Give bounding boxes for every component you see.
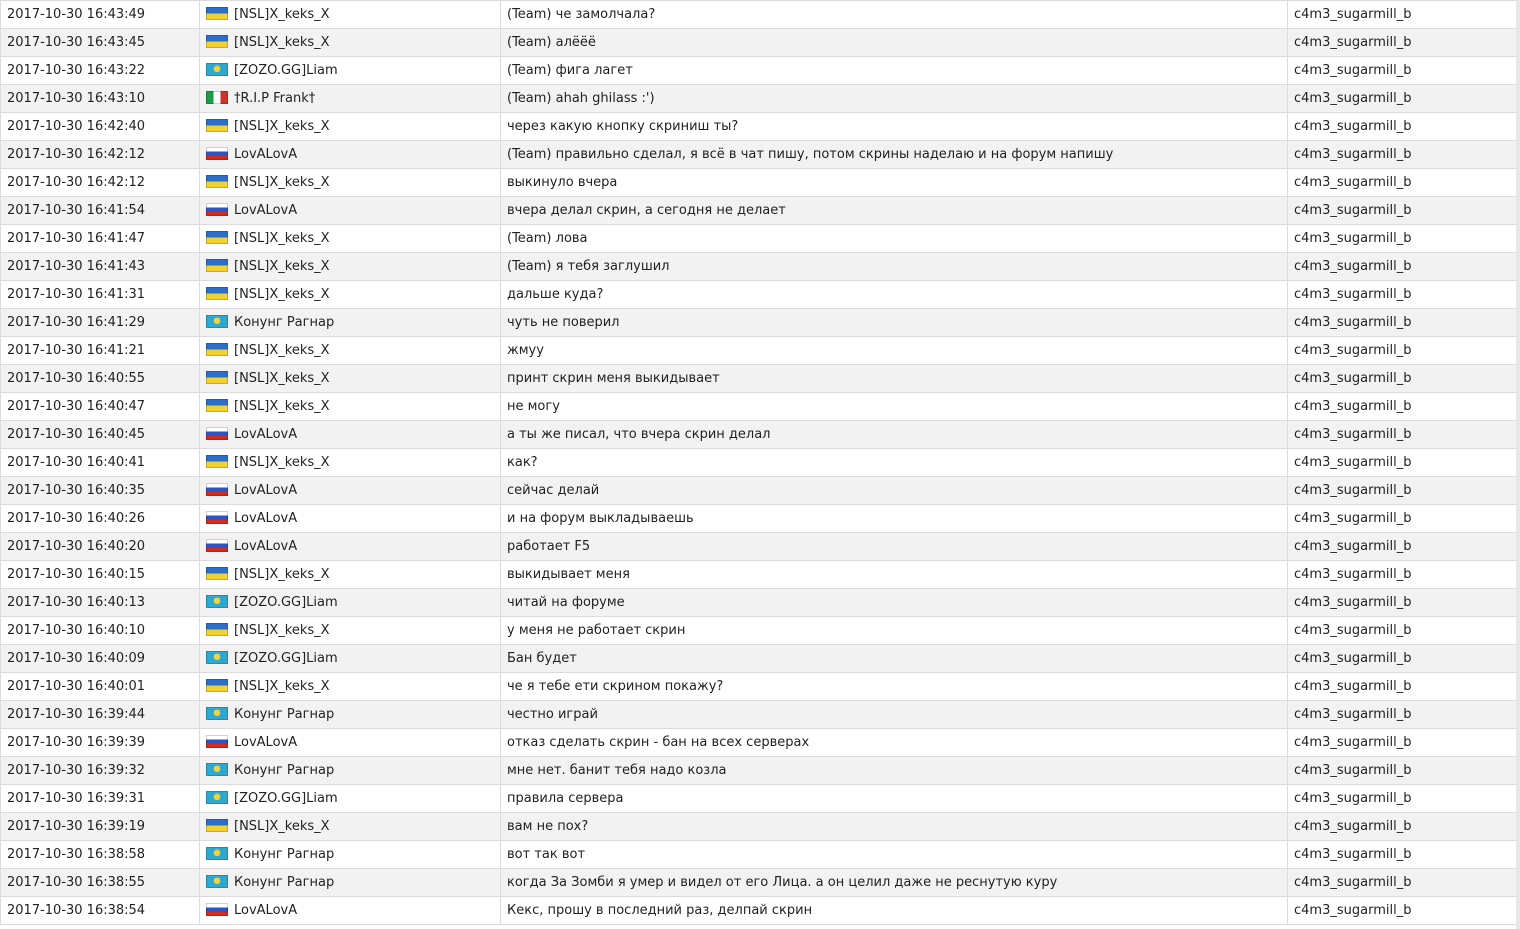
table-row [1,141,1517,169]
player-name-link[interactable]: LovALovA [234,903,298,918]
timestamp-cell: 2017-10-30 16:41:54 [1,197,200,225]
table-row [1,421,1517,449]
table-row [1,841,1517,869]
table-row [1,673,1517,701]
player-cell [200,253,501,281]
russia-flag-icon [206,511,228,524]
message-cell: правила сервера [501,785,1288,813]
player-cell [200,477,501,505]
map-cell: c4m3_sugarmill_b [1288,869,1517,897]
timestamp-cell: 2017-10-30 16:40:09 [1,645,200,673]
table-row [1,169,1517,197]
map-cell: c4m3_sugarmill_b [1288,533,1517,561]
kazakhstan-flag-icon [206,875,228,888]
timestamp-cell: 2017-10-30 16:41:29 [1,309,200,337]
ukraine-flag-icon [206,455,228,468]
map-cell: c4m3_sugarmill_b [1288,393,1517,421]
player-name-link[interactable]: LovALovA [234,511,298,526]
timestamp-cell: 2017-10-30 16:39:44 [1,701,200,729]
map-cell: c4m3_sugarmill_b [1288,57,1517,85]
message-cell: чуть не поверил [501,309,1288,337]
message-cell: а ты же писал, что вчера скрин делал [501,421,1288,449]
player-cell [200,393,501,421]
player-name-link[interactable]: [ZOZO.GG]Liam [234,595,338,610]
message-cell: (Team) алёёё [501,29,1288,57]
player-cell [200,617,501,645]
map-cell: c4m3_sugarmill_b [1288,505,1517,533]
player-cell [200,729,501,757]
player-name-link[interactable]: [NSL]X_keks_X [234,819,330,834]
table-row [1,253,1517,281]
message-cell: когда За Зомби я умер и видел от его Лица. а он целил даже не реснутую куру [501,869,1288,897]
player-cell [200,421,501,449]
message-cell: (Team) фига лагет [501,57,1288,85]
player-name-link[interactable]: Конунг Рагнар [234,707,335,722]
map-cell: c4m3_sugarmill_b [1288,449,1517,477]
kazakhstan-flag-icon [206,63,228,76]
timestamp-cell: 2017-10-30 16:42:12 [1,169,200,197]
map-cell: c4m3_sugarmill_b [1288,281,1517,309]
timestamp-cell: 2017-10-30 16:40:13 [1,589,200,617]
map-cell: c4m3_sugarmill_b [1288,673,1517,701]
timestamp-cell: 2017-10-30 16:41:31 [1,281,200,309]
timestamp-cell: 2017-10-30 16:40:55 [1,365,200,393]
player-name-link[interactable]: [NSL]X_keks_X [234,175,330,190]
kazakhstan-flag-icon [206,707,228,720]
player-cell [200,281,501,309]
timestamp-cell: 2017-10-30 16:43:45 [1,29,200,57]
player-name-link[interactable]: [ZOZO.GG]Liam [234,791,338,806]
chat-log-body [1,1,1517,925]
ukraine-flag-icon [206,231,228,244]
timestamp-cell: 2017-10-30 16:40:47 [1,393,200,421]
timestamp-cell: 2017-10-30 16:40:15 [1,561,200,589]
russia-flag-icon [206,483,228,496]
message-cell: выкидывает меня [501,561,1288,589]
timestamp-cell: 2017-10-30 16:41:43 [1,253,200,281]
timestamp-cell: 2017-10-30 16:39:19 [1,813,200,841]
player-name-link[interactable]: [NSL]X_keks_X [234,343,330,358]
player-name-link[interactable]: [NSL]X_keks_X [234,259,330,274]
timestamp-cell: 2017-10-30 16:43:49 [1,1,200,29]
map-cell: c4m3_sugarmill_b [1288,645,1517,673]
kazakhstan-flag-icon [206,595,228,608]
ukraine-flag-icon [206,287,228,300]
kazakhstan-flag-icon [206,315,228,328]
table-row [1,113,1517,141]
table-row [1,813,1517,841]
player-cell [200,85,501,113]
ukraine-flag-icon [206,679,228,692]
ukraine-flag-icon [206,819,228,832]
table-row [1,785,1517,813]
kazakhstan-flag-icon [206,651,228,664]
message-cell: сейчас делай [501,477,1288,505]
map-cell: c4m3_sugarmill_b [1288,785,1517,813]
player-cell [200,869,501,897]
timestamp-cell: 2017-10-30 16:40:20 [1,533,200,561]
message-cell: работает F5 [501,533,1288,561]
player-name-link[interactable]: [NSL]X_keks_X [234,455,330,470]
message-cell: у меня не работает скрин [501,617,1288,645]
russia-flag-icon [206,903,228,916]
player-name-link[interactable]: LovALovA [234,203,298,218]
table-row [1,701,1517,729]
message-cell: принт скрин меня выкидывает [501,365,1288,393]
player-name-link[interactable]: Конунг Рагнар [234,875,335,890]
timestamp-cell: 2017-10-30 16:40:41 [1,449,200,477]
player-cell [200,645,501,673]
player-name-link[interactable]: †R.I.P Frank† [234,91,316,106]
russia-flag-icon [206,427,228,440]
message-cell: отказ сделать скрин - бан на всех серверах [501,729,1288,757]
timestamp-cell: 2017-10-30 16:41:47 [1,225,200,253]
table-row [1,393,1517,421]
table-row [1,505,1517,533]
timestamp-cell: 2017-10-30 16:43:10 [1,85,200,113]
ukraine-flag-icon [206,35,228,48]
ukraine-flag-icon [206,7,228,20]
player-cell [200,785,501,813]
map-cell: c4m3_sugarmill_b [1288,617,1517,645]
ukraine-flag-icon [206,399,228,412]
player-cell [200,309,501,337]
message-cell: вот так вот [501,841,1288,869]
message-cell: как? [501,449,1288,477]
player-cell [200,561,501,589]
message-cell: Кекс, прошу в последний раз, делпай скрин [501,897,1288,925]
player-name-link[interactable]: [NSL]X_keks_X [234,287,330,302]
table-row [1,281,1517,309]
player-cell [200,29,501,57]
kazakhstan-flag-icon [206,847,228,860]
map-cell: c4m3_sugarmill_b [1288,589,1517,617]
message-cell: жмуу [501,337,1288,365]
table-row [1,757,1517,785]
player-cell [200,57,501,85]
map-cell: c4m3_sugarmill_b [1288,29,1517,57]
map-cell: c4m3_sugarmill_b [1288,841,1517,869]
player-cell [200,757,501,785]
italy-flag-icon [206,91,228,104]
russia-flag-icon [206,203,228,216]
message-cell: (Team) лова [501,225,1288,253]
map-cell: c4m3_sugarmill_b [1288,701,1517,729]
player-name-link[interactable]: [NSL]X_keks_X [234,119,330,134]
player-cell [200,505,501,533]
russia-flag-icon [206,735,228,748]
message-cell: читай на форуме [501,589,1288,617]
ukraine-flag-icon [206,567,228,580]
player-name-link[interactable]: Конунг Рагнар [234,763,335,778]
player-name-link[interactable]: [NSL]X_keks_X [234,371,330,386]
player-cell [200,197,501,225]
ukraine-flag-icon [206,623,228,636]
map-cell: c4m3_sugarmill_b [1288,421,1517,449]
map-cell: c4m3_sugarmill_b [1288,253,1517,281]
table-row [1,365,1517,393]
player-cell [200,141,501,169]
table-row [1,449,1517,477]
map-cell: c4m3_sugarmill_b [1288,113,1517,141]
player-cell [200,225,501,253]
player-cell [200,1,501,29]
message-cell: не могу [501,393,1288,421]
ukraine-flag-icon [206,343,228,356]
table-row [1,729,1517,757]
message-cell: дальше куда? [501,281,1288,309]
player-name-link[interactable]: [NSL]X_keks_X [234,399,330,414]
table-row [1,1,1517,29]
message-cell: и на форум выкладываешь [501,505,1288,533]
player-name-link[interactable]: LovALovA [234,427,298,442]
message-cell: (Team) правильно сделал, я всё в чат пишу, потом скрины наделаю и на форум напишу [501,141,1288,169]
player-name-link[interactable]: [NSL]X_keks_X [234,567,330,582]
timestamp-cell: 2017-10-30 16:40:26 [1,505,200,533]
ukraine-flag-icon [206,371,228,384]
map-cell: c4m3_sugarmill_b [1288,225,1517,253]
timestamp-cell: 2017-10-30 16:38:55 [1,869,200,897]
map-cell: c4m3_sugarmill_b [1288,169,1517,197]
table-row [1,197,1517,225]
player-cell [200,533,501,561]
player-name-link[interactable]: LovALovA [234,539,298,554]
timestamp-cell: 2017-10-30 16:42:12 [1,141,200,169]
player-name-link[interactable]: [ZOZO.GG]Liam [234,63,338,78]
player-name-link[interactable]: LovALovA [234,735,298,750]
message-cell: вчера делал скрин, а сегодня не делает [501,197,1288,225]
map-cell: c4m3_sugarmill_b [1288,757,1517,785]
table-row [1,225,1517,253]
table-row [1,57,1517,85]
russia-flag-icon [206,147,228,160]
player-cell [200,701,501,729]
player-name-link[interactable]: Конунг Рагнар [234,847,335,862]
timestamp-cell: 2017-10-30 16:39:31 [1,785,200,813]
player-name-link[interactable]: [NSL]X_keks_X [234,7,330,22]
player-cell [200,337,501,365]
message-cell: (Team) я тебя заглушил [501,253,1288,281]
table-row [1,589,1517,617]
map-cell: c4m3_sugarmill_b [1288,477,1517,505]
message-cell: (Team) че замолчала? [501,1,1288,29]
timestamp-cell: 2017-10-30 16:40:35 [1,477,200,505]
table-row [1,337,1517,365]
russia-flag-icon [206,539,228,552]
message-cell: (Team) ahah ghilass :') [501,85,1288,113]
map-cell: c4m3_sugarmill_b [1288,729,1517,757]
timestamp-cell: 2017-10-30 16:41:21 [1,337,200,365]
timestamp-cell: 2017-10-30 16:40:01 [1,673,200,701]
timestamp-cell: 2017-10-30 16:42:40 [1,113,200,141]
player-cell [200,813,501,841]
timestamp-cell: 2017-10-30 16:39:32 [1,757,200,785]
map-cell: c4m3_sugarmill_b [1288,141,1517,169]
player-cell [200,169,501,197]
map-cell: c4m3_sugarmill_b [1288,897,1517,925]
table-row [1,309,1517,337]
table-row [1,533,1517,561]
timestamp-cell: 2017-10-30 16:40:45 [1,421,200,449]
timestamp-cell: 2017-10-30 16:39:39 [1,729,200,757]
player-cell [200,841,501,869]
table-row [1,645,1517,673]
ukraine-flag-icon [206,259,228,272]
message-cell: че я тебе ети скрином покажу? [501,673,1288,701]
map-cell: c4m3_sugarmill_b [1288,337,1517,365]
table-row [1,617,1517,645]
player-cell [200,113,501,141]
player-name-link[interactable]: LovALovA [234,483,298,498]
player-name-link[interactable]: [ZOZO.GG]Liam [234,651,338,666]
message-cell: Бан будет [501,645,1288,673]
map-cell: c4m3_sugarmill_b [1288,197,1517,225]
player-cell [200,365,501,393]
message-cell: вам не пох? [501,813,1288,841]
vertical-scrollbar[interactable] [1516,0,1520,929]
player-cell [200,897,501,925]
player-cell [200,449,501,477]
table-row [1,869,1517,897]
map-cell: c4m3_sugarmill_b [1288,309,1517,337]
message-cell: через какую кнопку скриниш ты? [501,113,1288,141]
player-name-link[interactable]: [NSL]X_keks_X [234,679,330,694]
kazakhstan-flag-icon [206,763,228,776]
ukraine-flag-icon [206,119,228,132]
ukraine-flag-icon [206,175,228,188]
message-cell: мне нет. банит тебя надо козла [501,757,1288,785]
map-cell: c4m3_sugarmill_b [1288,85,1517,113]
timestamp-cell: 2017-10-30 16:40:10 [1,617,200,645]
table-row [1,897,1517,925]
map-cell: c4m3_sugarmill_b [1288,365,1517,393]
kazakhstan-flag-icon [206,791,228,804]
player-name-link[interactable]: [NSL]X_keks_X [234,35,330,50]
player-cell [200,673,501,701]
map-cell: c4m3_sugarmill_b [1288,561,1517,589]
player-name-link[interactable]: [NSL]X_keks_X [234,231,330,246]
player-name-link[interactable]: [NSL]X_keks_X [234,623,330,638]
timestamp-cell: 2017-10-30 16:38:58 [1,841,200,869]
map-cell: c4m3_sugarmill_b [1288,1,1517,29]
player-cell [200,589,501,617]
message-cell: честно играй [501,701,1288,729]
message-cell: выкинуло вчера [501,169,1288,197]
table-row [1,477,1517,505]
timestamp-cell: 2017-10-30 16:38:54 [1,897,200,925]
table-row [1,29,1517,57]
map-cell: c4m3_sugarmill_b [1288,813,1517,841]
player-name-link[interactable]: LovALovA [234,147,298,162]
table-row [1,85,1517,113]
player-name-link[interactable]: Конунг Рагнар [234,315,335,330]
timestamp-cell: 2017-10-30 16:43:22 [1,57,200,85]
table-row [1,561,1517,589]
